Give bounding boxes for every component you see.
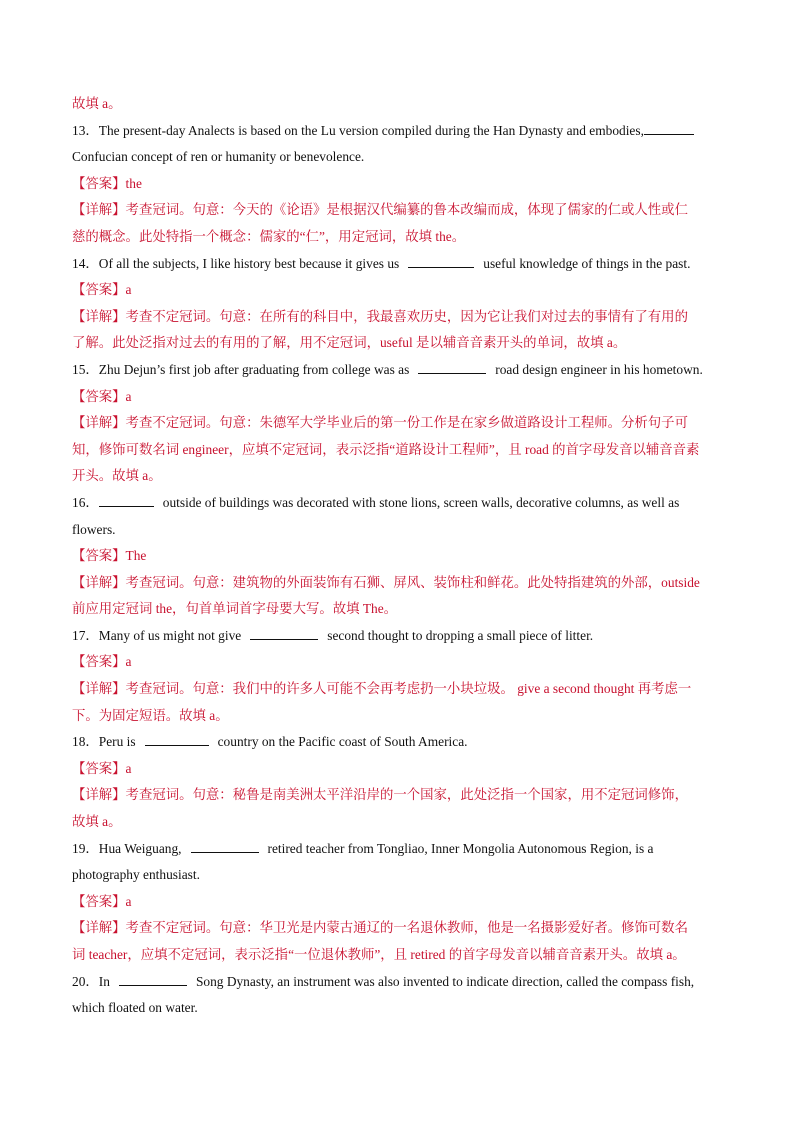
question-13-detail-1: 【详解】考查冠词。句意：今天的《论语》是根据汉代编纂的鲁本改编而成，体现了儒家的仁或人性或仁 [72, 202, 688, 218]
question-14-answer: 【答案】a [72, 282, 132, 298]
intro-answer-note: 故填 a。 [72, 96, 122, 111]
question-15-detail-3: 开头。故填 a。 [72, 468, 162, 484]
question-13-detail-2: 慈的概念。此处特指一个概念：儒家的“仁”，用定冠词，故填 the。 [72, 228, 466, 244]
question-15-text-pre: 15．Zhu Dejun’s first job after graduating from college was as [72, 361, 410, 377]
question-14-detail-2: 了解。此处泛指对过去的有用的了解，用不定冠词，useful 是以辅音音素开头的单词，故填 a。 [72, 335, 627, 351]
question-14-detail-1: 【详解】考查不定冠词。句意：在所有的科目中，我最喜欢历史，因为它让我们对过去的事情有了有用的 [72, 308, 688, 324]
question-13-line-1 [72, 118, 724, 145]
question-16-detail-1: 【详解】考查冠词。句意：建筑物的外面装饰有石狮、屏风、装饰柱和鲜花。此处特指建筑的外部，outside [72, 574, 700, 590]
question-15-detail-1: 【详解】考查不定冠词。句意：朱德军大学毕业后的第一份工作是在家乡做道路设计工程师。分析句子可 [72, 415, 688, 431]
question-17-detail-1: 【详解】考查冠词。句意：我们中的许多人可能不会再考虑扔一小块垃圾。 give a second thought 再考虑一 [72, 681, 692, 697]
question-17-text-pre: 17．Many of us might not give [72, 627, 242, 643]
question-20-blank [119, 973, 187, 986]
question-20-line-1 [72, 969, 724, 996]
question-19-answer: 【答案】a [72, 893, 132, 909]
question-19-detail-1: 【详解】考查不定冠词。句意：华卫光是内蒙古通辽的一名退休教师，他是一名摄影爱好者。修饰可数名 [72, 920, 688, 936]
question-18-detail-2: 故填 a。 [72, 814, 122, 830]
question-15-line-1 [72, 357, 724, 384]
document-page [72, 91, 724, 1022]
question-18-blank [145, 733, 209, 746]
question-20-text-pre: 20．In [72, 973, 110, 989]
question-13-blank [644, 122, 694, 135]
question-15-blank [418, 361, 486, 374]
question-19-text-pre: 19．Hua Weiguang, [72, 840, 182, 856]
question-16-detail-2: 前应用定冠词 the，句首单词首字母要大写。故填 The。 [72, 601, 398, 617]
question-17-answer: 【答案】a [72, 654, 132, 670]
question-14-line-1 [72, 251, 724, 278]
question-16-line-2: flowers. [72, 521, 116, 537]
question-20-line-2: which floated on water. [72, 1000, 198, 1016]
question-20-text-post: Song Dynasty, an instrument was also invented to indicate direction, called the compass fish, [195, 973, 695, 989]
question-13-answer: 【答案】the [72, 175, 142, 191]
question-16-line-1 [72, 490, 724, 517]
question-15-text-post: road design engineer in his hometown. [495, 361, 703, 377]
question-16-answer: 【答案】The [72, 548, 147, 564]
question-19-text-post: retired teacher from Tongliao, Inner Mongolia Autonomous Region, is a [267, 840, 654, 856]
question-13-line-2: Confucian concept of ren or humanity or benevolence. [72, 149, 365, 165]
question-15-detail-2: 知，修饰可数名词 engineer，应填不定冠词，表示泛指“道路设计工程师”，且 road 的首字母发音以辅音音素 [72, 441, 700, 457]
question-16-text-post: outside of buildings was decorated with stone lions, screen walls, decorative columns, as well as [162, 494, 680, 510]
question-19-blank [191, 840, 259, 853]
question-16-text-pre: 16． [72, 494, 99, 510]
question-17-detail-2: 下。为固定短语。故填 a。 [72, 707, 229, 723]
question-17-text-post: second thought to dropping a small piece of litter. [327, 627, 594, 643]
question-18-answer: 【答案】a [72, 760, 132, 776]
question-19-detail-2: 词 teacher，应填不定冠词，表示泛指“一位退休教师”，且 retired 的首字母发音以辅音音素开头。故填 a。 [72, 947, 686, 962]
question-17-line-1 [72, 623, 724, 650]
question-15-answer: 【答案】a [72, 388, 132, 404]
question-19-line-2: photography enthusiast. [72, 867, 200, 883]
question-14-blank [408, 255, 474, 268]
question-14-text-pre: 14．Of all the subjects, I like history best because it gives us [72, 255, 400, 271]
question-18-line-1 [72, 729, 724, 756]
question-18-text-pre: 18．Peru is [72, 734, 136, 750]
question-16-blank [99, 494, 154, 507]
question-14-text-post: useful knowledge of things in the past. [483, 255, 691, 271]
question-13-text: 13．The present-day Analects is based on the Lu version compiled during the Han Dynasty and embodies, [72, 122, 644, 138]
question-18-detail-1: 【详解】考查冠词。句意：秘鲁是南美洲太平洋沿岸的一个国家，此处泛指一个国家，用不定冠词修饰， [72, 787, 688, 803]
question-19-line-1 [72, 836, 724, 863]
question-17-blank [250, 627, 318, 640]
question-18-text-post: country on the Pacific coast of South America. [217, 734, 468, 750]
